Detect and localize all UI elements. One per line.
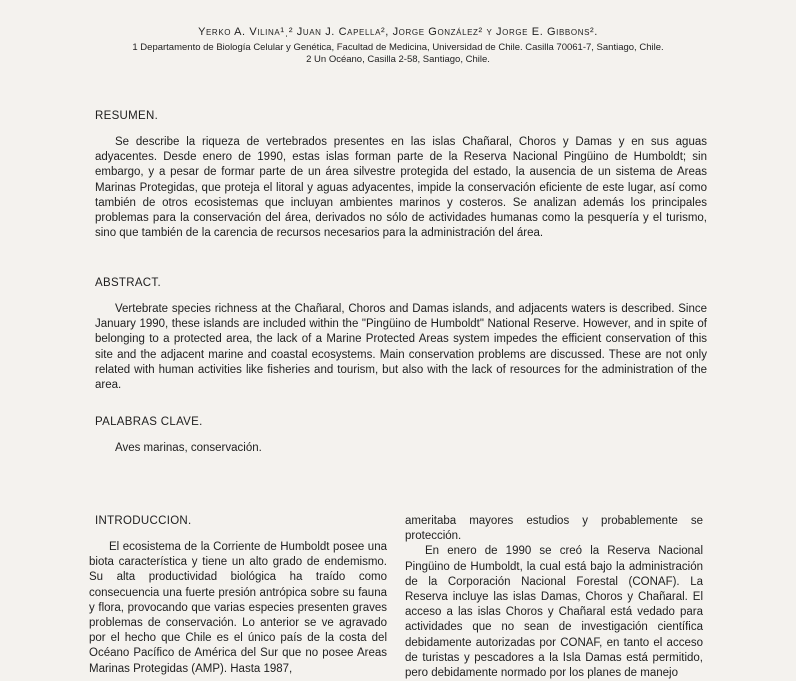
intro-left-text: El ecosistema de la Corriente de Humboldt posee una biota característica y tiene un alto grado de endemismo. Su alta productividad biológica ha traído como consecuencia una fuerte presión antrópica sobre su fauna y flora, provocando que varias especies presenten graves problemas de conservación. Lo anterior se ve agravado por el hecho que Chile es el único país de la costa del Océano Pacífico de América del Sur que no posee Areas Marinas Protegidas (AMP). Hasta 1987, (89, 541, 387, 675)
bleed-through-text (230, 95, 233, 106)
affiliation-1: 1 Departamento de Biología Celular y Genética, Facultad de Medicina, Universidad de Chile. Casilla 70061-7, Santiago, Chile. (132, 42, 664, 53)
resumen-text: Se describe la riqueza de vertebrados presentes en las islas Chañaral, Choros y Damas y en sus aguas adyacentes. Desde enero de 1990, estas islas forman parte de la Reserva Nacional Pingüino de Humboldt; sin embargo, y a pesar de formar parte de un área silvestre protegida del estado, la ausencia de un sistema de Areas Marinas Protegidas, que proteja el litoral y aguas adyacentes, impide la conservación eficiente de este lugar, así como también de otros ecosistemas que incluyan ambientes marinos y costeros. Se analizan además los principales problemas para la conservación del área, derivados no sólo de actividades humanas como la pesquería y el turismo, sino que también de la carencia de recursos necesarios para la administración del área. (95, 136, 707, 240)
intro-right-continuation: ameritaba mayores estudios y probablemente se protección. (405, 515, 703, 543)
author-line: Yerko A. Vilina¹ˌ² Juan J. Capella², Jorge González² y Jorge E. Gibbons². (198, 26, 598, 38)
palabras-clave-paragraph (95, 441, 707, 456)
intro-right-text: En enero de 1990 se creó la Reserva Nacional Pingüino de Humboldt, la cual está bajo la administración de la Corporación Nacional Forestal (CONAF). La Reserva incluye las islas Damas, Choros y Chañaral. El acceso a las islas Choros y Chañaral está vedado para actividades que no sean de investigación científica debidamente autorizadas por CONAF, en tanto el acceso de turistas y pescadores a la Isla Damas está permitido, pero debidamente normado por los planes de manejo (405, 545, 703, 680)
intro-left-column (89, 540, 387, 677)
abstract-heading: ABSTRACT. (95, 277, 161, 289)
palabras-clave-heading: PALABRAS CLAVE. (95, 416, 203, 428)
affiliation-2: 2 Un Océano, Casilla 2-58, Santiago, Chile. (306, 54, 490, 65)
palabras-clave-text: Aves marinas, conservación. (115, 442, 262, 454)
introduccion-heading: INTRODUCCION. (95, 515, 192, 527)
abstract-text: Vertebrate species richness at the Chañaral, Choros and Damas islands, and adjacents waters is described. Since January 1990, these islands are included within the "Pingüino de Humboldt" National Reserve. However, and in spite of belonging to a protected area, the lack of a Marine Protected Areas system impedes the efficient conservation of this site and the adjacent marine and coastal ecosystems. Main conservation problems are discussed. These are not only related with human activities like fisheries and tourism, but also with the lack of resources for the administration of the area. (95, 303, 707, 392)
abstract-paragraph (95, 302, 707, 393)
intro-right-column (405, 514, 703, 681)
resumen-heading: RESUMEN. (95, 110, 159, 122)
resumen-paragraph (95, 135, 707, 241)
